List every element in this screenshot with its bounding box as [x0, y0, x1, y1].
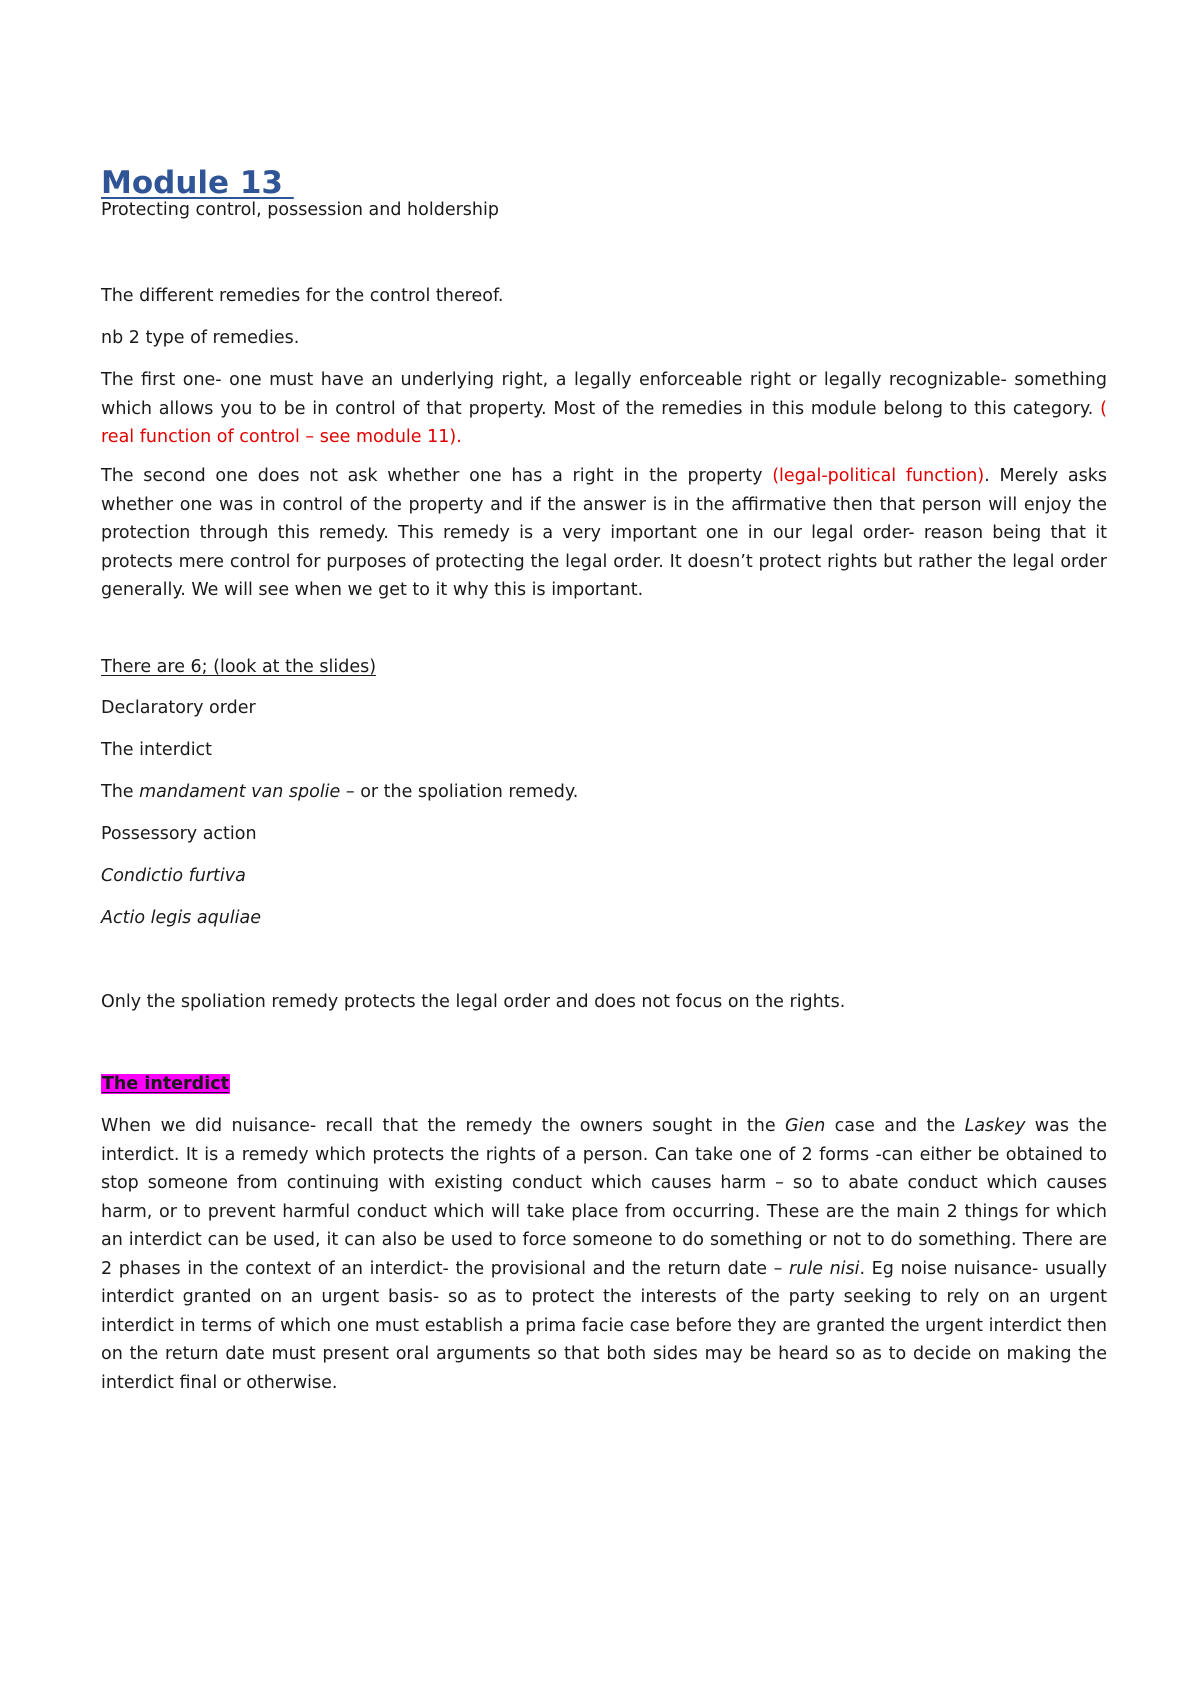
list-item-interdict: The interdict — [101, 740, 213, 760]
rule-nisi-term: rule nisi — [789, 1258, 860, 1279]
para-second-remedy — [101, 462, 1107, 605]
case-laskey: Laskey — [964, 1116, 1026, 1136]
interdict-text-c: was the interdict. It is a remedy which protects the rights of a person. Can take one of 2 forms -can either be obtained to stop someone from continuing with existing conduct which causes harm – so to abate conduct which causes harm, or to prevent harmful conduct which will take place from occurring. These are the main 2 things for which an interdict can be used, it can also be used to force someone to do something or not to do something. There are 2 phases in the context of an interdict- the provisional and the return date – — [101, 1116, 1108, 1279]
interdict-text-a: When we did nuisance- recall that the remedy the owners sought in the — [101, 1116, 785, 1136]
legal-political-note: (legal-political function) — [772, 466, 985, 486]
para-second-end: . Merely asks whether one was in control of the property and if the answer is in the affirmative then that person will enjoy the protection through this remedy. This remedy is a very important one in our legal order- reason being that it protects mere control for purposes of protecting the legal order. It doesn’t protect rights but rather the legal order generally. We will see when we get to it why this is important. — [101, 466, 1108, 600]
mandament-suffix: – or the spoliation remedy. — [340, 782, 579, 802]
mandament-prefix: The — [101, 782, 140, 802]
para-interdict — [101, 1112, 1107, 1397]
para-first-text: The first one- one must have an underlying right, a legally enforceable right or legally recognizable- something which allows you to be in control of that property. Most of the remedies in this module belong to this category. — [101, 370, 1107, 419]
list-heading: There are 6; (look at the slides) — [101, 657, 377, 677]
case-gien: Gien — [785, 1116, 826, 1136]
section-heading-interdict — [101, 1070, 1107, 1099]
mandament-term: mandament van spolie — [139, 782, 341, 802]
para-remedies: The different remedies for the control thereof. — [101, 286, 504, 306]
real-function-note: ( real function of control – see module 11) — [101, 398, 1107, 447]
highlighted-heading: The interdict — [102, 1074, 229, 1094]
para-only-spoliation: Only the spoliation remedy protects the legal order and does not focus on the rights. — [101, 992, 846, 1012]
list-item-possessory-action: Possessory action — [101, 824, 257, 844]
para-first-remedy — [101, 366, 1107, 452]
list-item-declaratory-order: Declaratory order — [101, 698, 256, 718]
para-first-end: . — [456, 427, 462, 447]
subtitle: Protecting control, possession and holdership — [101, 200, 499, 220]
page-title: Module 13 — [101, 165, 294, 201]
para-nb: nb 2 type of remedies. — [101, 328, 300, 348]
interdict-text-d: . Eg noise nuisance- usually interdict granted on an urgent basis- so as to protect the interests of the party seeking to rely on an urgent interdict in terms of which one must establish a prima facie case before they are granted the urgent interdict then on the return date must present oral arguments so that both sides may be heard so as to decide on making the interdict final or otherwise. — [101, 1258, 1108, 1393]
interdict-text-b: case and the — [825, 1116, 965, 1136]
para-second-start: The second one does not ask whether one has a right in the property — [101, 466, 773, 486]
list-item-actio-legis-aquliae: Actio legis aquliae — [101, 908, 262, 928]
list-item-condictio-furtiva: Condictio furtiva — [101, 866, 246, 886]
list-item-mandament-van-spolie — [101, 778, 1107, 807]
